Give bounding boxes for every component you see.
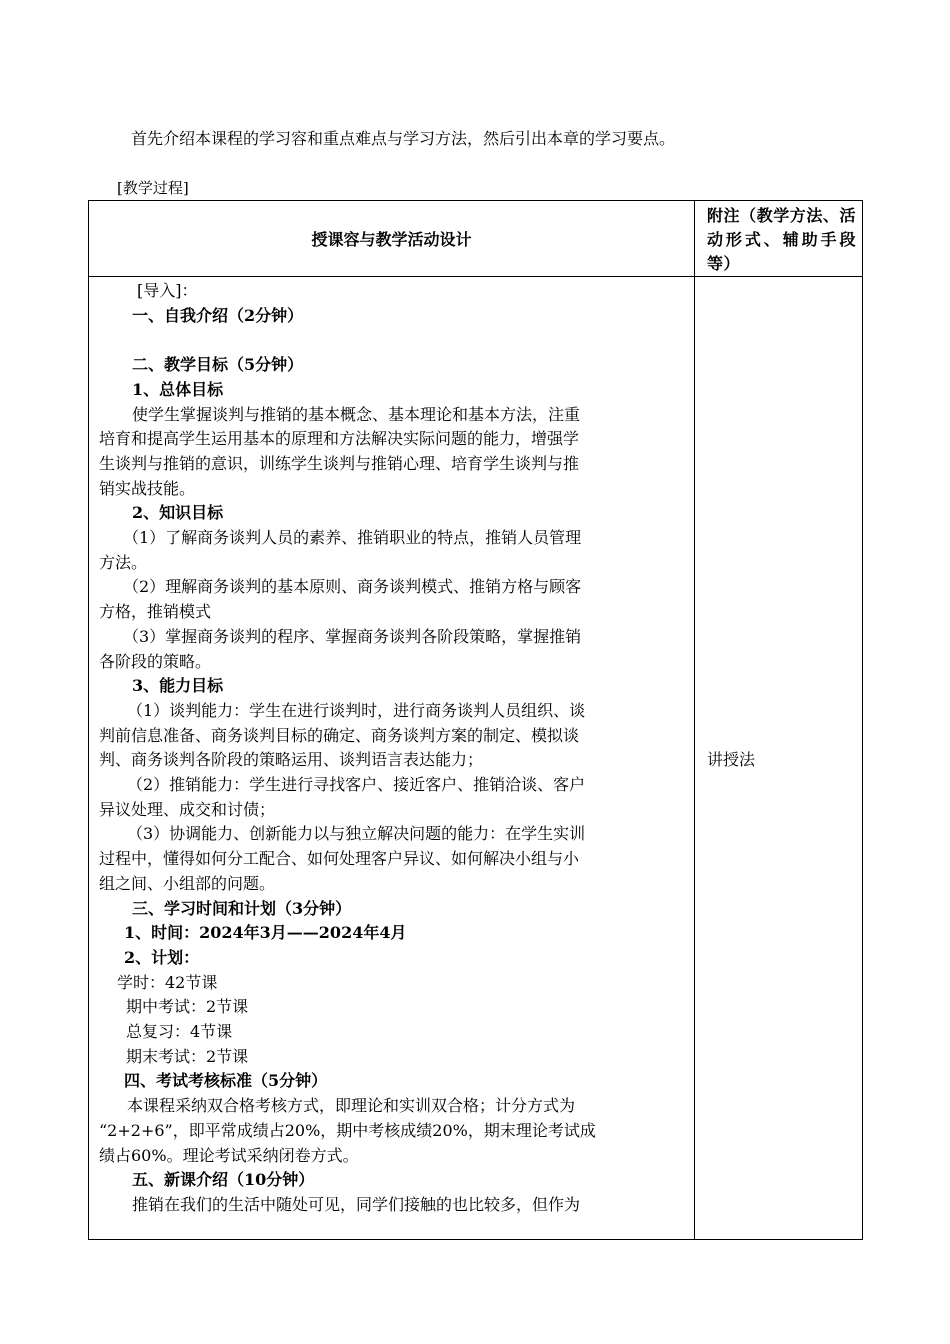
content-line: 培育和提高学生运用基本的原理和方法解决实际问题的能力，增强学 bbox=[99, 429, 580, 449]
content-line: 组之间、小组部的问题。 bbox=[99, 873, 276, 893]
content-line: 使学生掌握谈判与推销的基本概念、基本理论和基本方法，注重 bbox=[132, 404, 581, 424]
content-line: 总复习：4节课 bbox=[126, 1022, 233, 1042]
spacer bbox=[99, 328, 684, 353]
content-line: （2）理解商务谈判的基本原则、商务谈判模式、推销方格与顾客 bbox=[123, 577, 582, 597]
content-line: （3）协调能力、创新能力以与独立解决问题的能力：在学生实训 bbox=[127, 824, 586, 844]
header-main-cell: 授课容与教学活动设计 bbox=[89, 201, 695, 277]
content-line: 异议处理、成交和讨债； bbox=[99, 799, 276, 819]
content-line: 绩占60%。理论考试采纳闭卷方式。 bbox=[99, 1145, 359, 1165]
content-heading: 二、教学目标（5分钟） bbox=[132, 355, 304, 375]
content-line: （1）谈判能力：学生在进行谈判时，进行商务谈判人员组织、谈 bbox=[127, 700, 586, 720]
content-heading: 1、总体目标 bbox=[132, 379, 224, 399]
content-line: （1）了解商务谈判人员的素养、推销职业的特点，推销人员管理 bbox=[123, 528, 582, 548]
content-heading: 一、自我介绍（2分钟） bbox=[132, 305, 304, 325]
content-line: 销实战技能。 bbox=[99, 478, 196, 498]
content-line: 方法。 bbox=[99, 552, 148, 572]
content-heading: 三、学习时间和计划（3分钟） bbox=[132, 898, 352, 918]
side-note-text: 讲授法 bbox=[707, 749, 756, 769]
section-label: [教学过程] bbox=[117, 179, 189, 197]
content-line: 生谈判与推销的意识，训练学生谈判与推销心理、培育学生谈判与推 bbox=[99, 453, 580, 473]
lesson-plan-table bbox=[88, 200, 863, 1240]
content-line: 本课程采纳双合格考核方式，即理论和实训双合格；计分方式为 bbox=[127, 1096, 576, 1116]
content-line: 判前信息准备、商务谈判目标的确定、商务谈判方案的制定、模拟谈 bbox=[99, 725, 580, 745]
content-heading: 2、计划： bbox=[124, 947, 200, 967]
table-body-row bbox=[89, 277, 863, 1240]
content-heading: 1、时间：2024年3月——2024年4月 bbox=[124, 923, 407, 943]
header-side-cell: 附注（教学方法、活动形式、辅助手段等） bbox=[695, 201, 863, 277]
content-line: 过程中，懂得如何分工配合、如何处理客户异议、如何解决小组与小 bbox=[99, 849, 580, 869]
content-heading: 五、新课介绍（10分钟） bbox=[132, 1170, 315, 1190]
content-cell bbox=[89, 277, 695, 1240]
content-line: 推销在我们的生活中随处可见，同学们接触的也比较多，但作为 bbox=[132, 1195, 581, 1214]
content-line: 期末考试：2节课 bbox=[126, 1046, 249, 1066]
content-line: 期中考试：2节课 bbox=[126, 997, 249, 1017]
content-line: [导入]： bbox=[137, 281, 198, 300]
content-line: （2）推销能力：学生进行寻找客户、接近客户、推销洽谈、客户 bbox=[127, 775, 586, 795]
content-heading: 四、考试考核标准（5分钟） bbox=[124, 1071, 328, 1091]
content-line: （3）掌握商务谈判的程序、掌握商务谈判各阶段策略，掌握推销 bbox=[123, 626, 582, 646]
content-line: 判、商务谈判各阶段的策略运用、谈判语言表达能力； bbox=[99, 750, 484, 770]
content-heading: 3、能力目标 bbox=[132, 676, 224, 696]
content-line: “2+2+6”，即平常成绩占20%，期中考核成绩20%，期末理论考试成 bbox=[99, 1120, 596, 1140]
content-line: 方格，推销模式 bbox=[99, 602, 212, 622]
content-line: 各阶段的策略。 bbox=[99, 651, 212, 671]
side-note-cell bbox=[695, 277, 863, 1240]
content-heading: 2、知识目标 bbox=[132, 503, 224, 523]
intro-paragraph: 首先介绍本课程的学习容和重点难点与学习方法，然后引出本章的学习要点。 bbox=[131, 129, 676, 148]
content-line: 学时：42节课 bbox=[117, 972, 218, 992]
table-header-row bbox=[89, 201, 863, 277]
